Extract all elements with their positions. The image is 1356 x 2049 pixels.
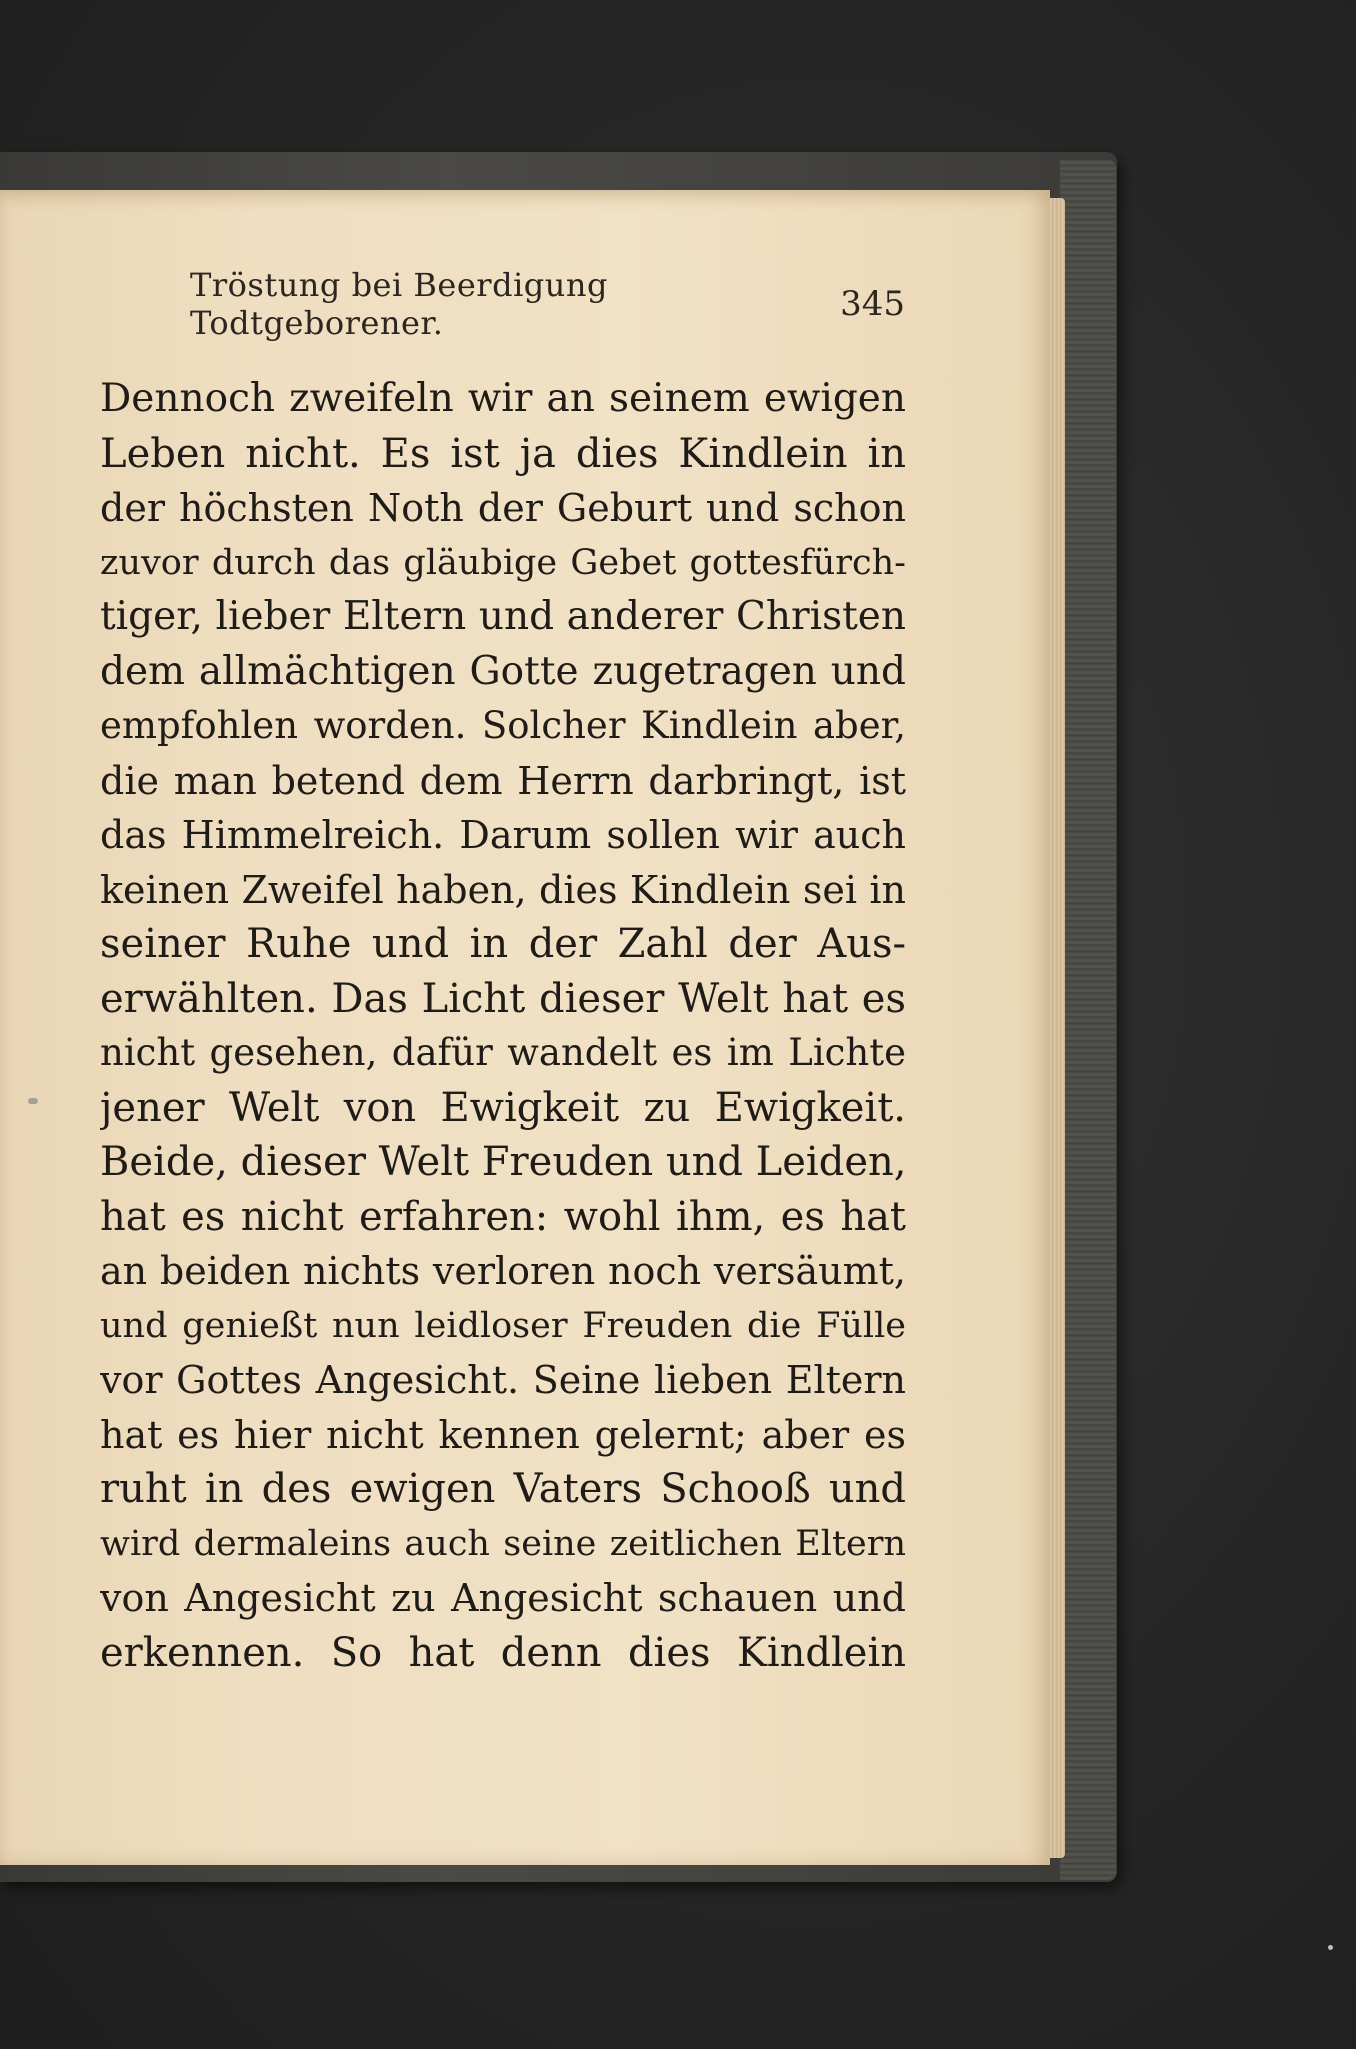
text-line: erwählten. Das Licht dieser Welt hat es	[100, 975, 906, 1022]
text-line: zuvor durch das gläubige Gebet gottesfürch-	[100, 542, 906, 583]
text-line: seiner Ruhe und in der Zahl der Aus-	[100, 921, 906, 967]
text-line: vor Gottes Angesicht. Seine lieben Eltern	[100, 1358, 906, 1402]
dust-speck	[1328, 1945, 1333, 1950]
page-number: 345	[840, 284, 905, 324]
text-line: erkennen. So hat denn dies Kindlein	[100, 1629, 906, 1676]
text-line: wird dermaleins auch seine zeitlichen Eltern	[100, 1523, 906, 1564]
text-line: jener Welt von Ewigkeit zu Ewigkeit.	[100, 1084, 906, 1131]
text-line: ruht in des ewigen Vaters Schooß und	[100, 1466, 906, 1512]
text-line: der höchsten Noth der Geburt und schon	[100, 486, 906, 530]
text-line: nicht gesehen, dafür wandelt es im Lichte	[100, 1031, 906, 1074]
running-head: Tröstung bei Beerdigung Todtgeborener.	[190, 266, 608, 342]
text-line: Beide, dieser Welt Freuden und Leiden,	[100, 1139, 906, 1185]
text-line: dem allmächtigen Gotte zugetragen und	[100, 648, 906, 694]
text-line: und genießt nun leidloser Freuden die Fülle	[100, 1305, 906, 1346]
text-line: hat es nicht erfahren: wohl ihm, es hat	[100, 1193, 906, 1240]
body-text	[100, 372, 906, 1680]
text-line: das Himmelreich. Darum sollen wir auch	[100, 813, 906, 857]
text-line: die man betend dem Herrn darbringt, ist	[100, 758, 906, 803]
page-header	[190, 266, 905, 342]
text-line: Leben nicht. Es ist ja dies Kindlein in	[100, 430, 906, 477]
text-line: keinen Zweifel haben, dies Kindlein sei in	[100, 867, 906, 912]
text-line: hat es hier nicht kennen gelernt; aber es	[100, 1412, 906, 1457]
text-line: tiger, lieber Eltern und anderer Christen	[100, 594, 906, 639]
text-line: Dennoch zweifeln wir an seinem ewigen	[100, 376, 906, 421]
book-spine-edge	[1060, 160, 1116, 1880]
text-line: empfohlen worden. Solcher Kindlein aber,	[100, 704, 906, 747]
text-line: an beiden nichts verloren noch versäumt,	[100, 1249, 906, 1293]
text-line: von Angesicht zu Angesicht schauen und	[100, 1576, 906, 1620]
paper-blemish	[28, 1098, 38, 1104]
